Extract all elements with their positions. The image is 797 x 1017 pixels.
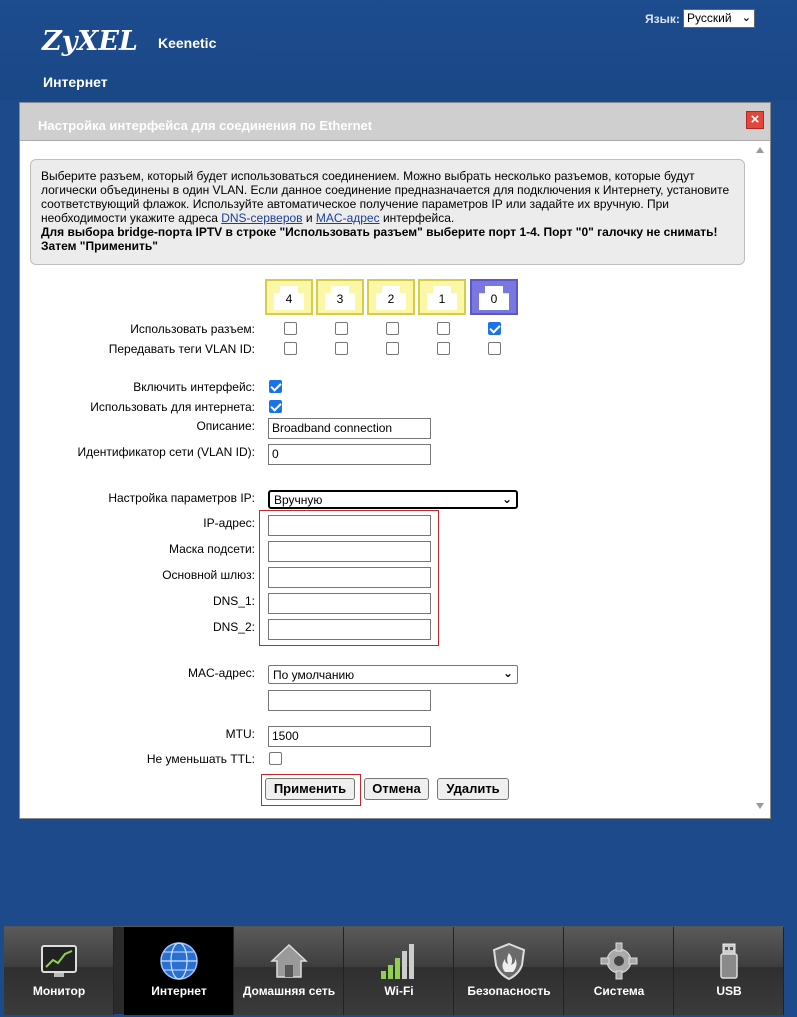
use-port-2-checkbox[interactable] (386, 322, 399, 335)
tab-monitor[interactable] (4, 927, 114, 1015)
delete-button[interactable]: Удалить (437, 778, 509, 800)
ip-address-input[interactable] (268, 515, 431, 536)
use-port-1-checkbox[interactable] (437, 322, 450, 335)
page-title: Интернет (43, 74, 108, 90)
dns1-label: DNS_1: (212, 594, 255, 608)
zyxel-logo: ZyXEL (42, 26, 138, 57)
port-number: 3 (336, 292, 344, 306)
description-input[interactable]: Broadband connection (268, 418, 431, 439)
language-value: Русский (687, 11, 732, 25)
port-number: 2 (387, 292, 395, 306)
port-1-icon (418, 279, 466, 315)
tab-label: Безопасность (467, 984, 551, 998)
info-text: интерфейса. (379, 211, 455, 225)
info-line: соответствующий флажок. Используйте автоматическое получение параметров IP или задайте их вручную. При (41, 197, 670, 211)
port-number: 0 (490, 292, 498, 306)
tab-label: Монитор (32, 984, 86, 998)
chevron-down-icon: ⌄ (741, 12, 751, 24)
globe-icon (159, 941, 199, 981)
dns2-label: DNS_2: (212, 620, 255, 634)
description-label: Описание: (196, 419, 255, 433)
port-number: 4 (285, 292, 293, 306)
tab-usb[interactable] (674, 927, 784, 1015)
subnet-mask-label: Маска подсети: (168, 542, 255, 556)
port-4-icon (265, 279, 313, 315)
mtu-label: MTU: (225, 727, 255, 741)
tab-security[interactable] (454, 927, 564, 1015)
vlan-tag-port-3-checkbox[interactable] (335, 342, 348, 355)
dns-servers-link[interactable]: DNS-серверов (221, 211, 303, 225)
info-line (41, 211, 734, 225)
gear-icon (599, 941, 639, 981)
use-port-label: Использовать разъем: (130, 322, 255, 336)
info-box (30, 159, 745, 265)
info-warning: Для выбора bridge-порта IPTV в строке "Использовать разъем" выберите порт 1-4. Порт "0" галочку не снимать! (41, 225, 718, 239)
header (0, 0, 797, 100)
scroll-up-icon[interactable] (756, 147, 764, 153)
chevron-down-icon: ⌄ (502, 666, 513, 680)
no-decrease-ttl-checkbox[interactable] (269, 752, 282, 765)
ethernet-settings-dialog (19, 102, 771, 819)
scroll-down-icon[interactable] (756, 803, 764, 809)
tab-home-network[interactable] (234, 927, 344, 1015)
use-for-internet-label: Использовать для интернета: (90, 400, 255, 414)
tab-label: Домашняя сеть (242, 984, 336, 998)
info-line: логически объединены в один VLAN. Если данное соединение предназначается для подключения к Интернету, установите (41, 183, 730, 197)
tab-label: Wi-Fi (384, 984, 414, 998)
shield-icon (489, 941, 529, 981)
chevron-down-icon: ⌄ (501, 492, 512, 506)
dns1-input[interactable] (268, 593, 431, 614)
language-select[interactable] (683, 9, 755, 28)
info-text: необходимости укажите адреса (41, 211, 222, 225)
mac-address-value: По умолчанию (273, 668, 355, 682)
ip-settings-label: Настройка параметров IP: (108, 491, 255, 505)
port-3-icon (316, 279, 364, 315)
tab-wifi[interactable] (344, 927, 454, 1015)
close-icon: × (750, 111, 760, 128)
mac-address-select[interactable] (268, 665, 518, 684)
mac-address-label: MAC-адрес: (187, 666, 255, 680)
monitor-icon (39, 941, 79, 981)
info-text: и (302, 211, 316, 225)
no-decrease-ttl-label: Не уменьшать TTL: (146, 752, 255, 766)
ip-settings-value: Вручную (274, 493, 323, 507)
gateway-input[interactable] (268, 567, 431, 588)
enable-interface-checkbox[interactable] (269, 380, 282, 393)
use-port-0-checkbox[interactable] (488, 322, 501, 335)
vlan-tag-port-0-checkbox[interactable] (488, 342, 501, 355)
info-warning: Затем "Применить" (41, 239, 158, 253)
enable-interface-label: Включить интерфейс: (133, 380, 255, 394)
port-0-icon (470, 279, 518, 315)
tab-label: Система (593, 984, 645, 998)
subnet-mask-input[interactable] (268, 541, 431, 562)
tab-system[interactable] (564, 927, 674, 1015)
mtu-input[interactable]: 1500 (268, 726, 431, 747)
wifi-bars-icon (379, 941, 419, 981)
dialog-title: Настройка интерфейса для соединения по Ethernet (20, 103, 770, 141)
vlan-id-input[interactable]: 0 (268, 444, 431, 465)
bottom-taskbar (4, 926, 784, 1014)
vlan-tag-port-4-checkbox[interactable] (284, 342, 297, 355)
dns2-input[interactable] (268, 619, 431, 640)
vlan-tags-label: Передавать теги VLAN ID: (108, 342, 255, 356)
vlan-tag-port-1-checkbox[interactable] (437, 342, 450, 355)
home-icon (269, 941, 309, 981)
cancel-button[interactable]: Отмена (364, 778, 429, 800)
tab-label: Интернет (151, 984, 207, 998)
mac-address-link[interactable]: MAC-адрес (315, 211, 380, 225)
usb-icon (709, 941, 749, 981)
info-line: Выберите разъем, который будет использоваться соединением. Можно выбрать несколько разъемов, которые будут (41, 169, 695, 183)
port-number: 1 (438, 292, 446, 306)
apply-button[interactable]: Применить (265, 778, 355, 800)
tab-internet[interactable] (124, 927, 234, 1015)
close-button[interactable] (746, 111, 764, 129)
brand-name: Keenetic (158, 35, 217, 51)
mac-address-input[interactable] (268, 690, 431, 711)
use-for-internet-checkbox[interactable] (269, 400, 282, 413)
tab-label: USB (716, 984, 742, 998)
ip-settings-select[interactable] (268, 490, 518, 509)
vlan-tag-port-2-checkbox[interactable] (386, 342, 399, 355)
ip-address-label: IP-адрес: (203, 516, 255, 530)
port-2-icon (367, 279, 415, 315)
language-label: Язык: (645, 12, 680, 26)
gateway-label: Основной шлюз: (162, 568, 255, 582)
use-port-4-checkbox[interactable] (284, 322, 297, 335)
use-port-3-checkbox[interactable] (335, 322, 348, 335)
vlan-id-label: Идентификатор сети (VLAN ID): (77, 445, 255, 459)
